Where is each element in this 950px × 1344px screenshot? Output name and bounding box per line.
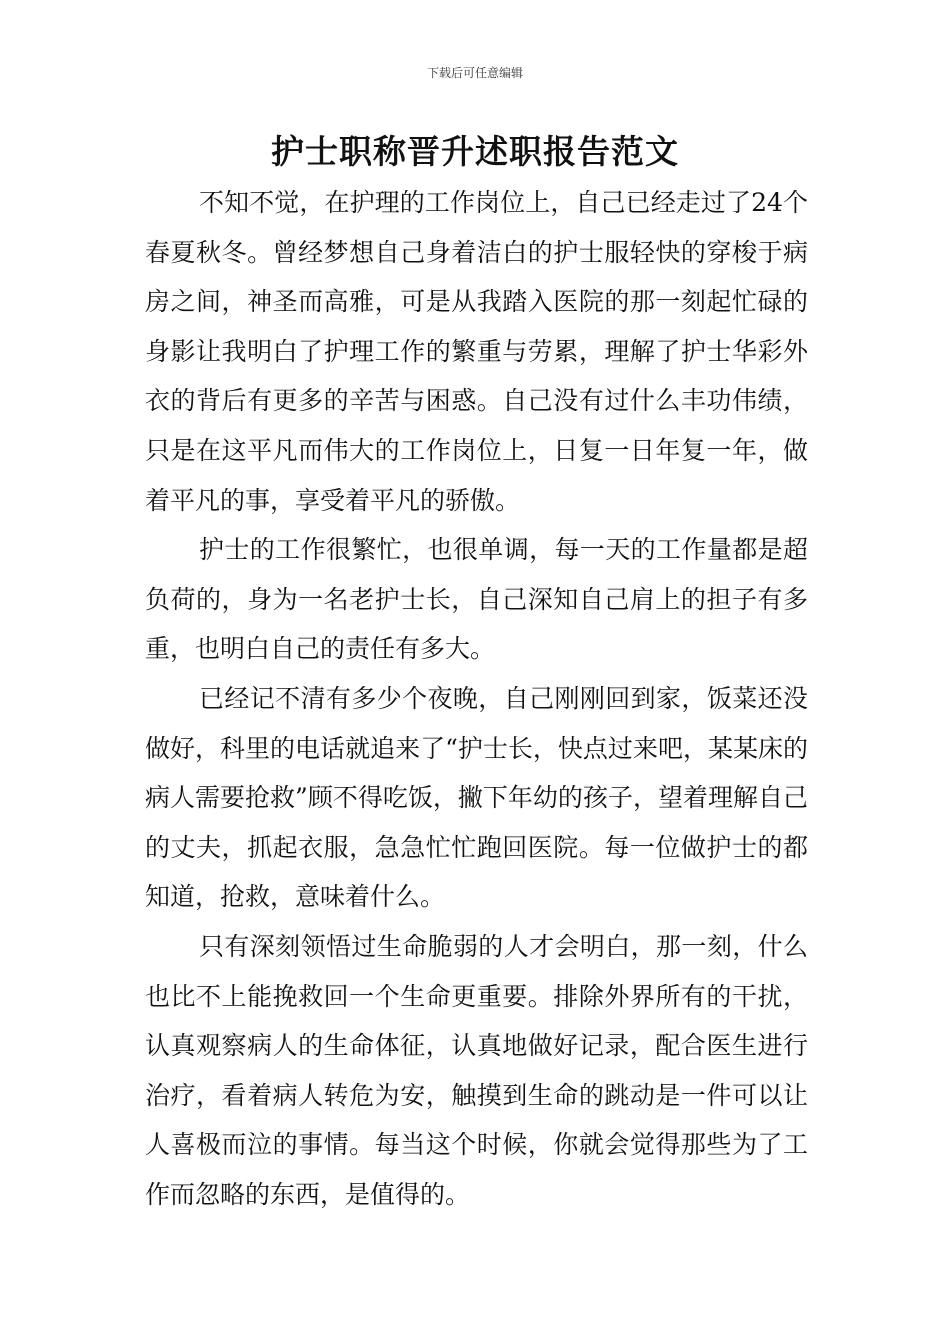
paragraph-1: 不知不觉，在护理的工作岗位上，自己已经走过了24个春夏秋冬。曾经梦想自己身着洁白的护士服轻快的穿梭于病房之间，神圣而高雅，可是从我踏入医院的那一刻起忙碌的身影让我明白了护理工作的繁重与劳累，理解了护士华彩外衣的背后有更多的辛苦与困惑。自己没有过什么丰功伟绩，只是在这平凡而伟大的工作岗位上，日复一日年复一年，做着平凡的事，享受着平凡的骄傲。 xyxy=(145,188,808,515)
document-body xyxy=(145,178,808,1219)
document-title: 护士职称晋升述职报告范文 xyxy=(271,132,679,171)
paragraph-2: 护士的工作很繁忙，也很单调，每一天的工作量都是超负荷的，身为一名老护士长，自己深知自己肩上的担子有多重，也明白自己的责任有多大。 xyxy=(145,535,808,664)
paragraph-3: 已经记不清有多少个夜晚，自己刚刚回到家，饭菜还没做好，科里的电话就追来了“护士长，快点过来吧，某某床的病人需要抢救”顾不得吃饭，撇下年幼的孩子，望着理解自己的丈夫，抓起衣服，急急忙忙跑回医院。每一位做护士的都知道，抢救，意味着什么。 xyxy=(145,683,808,912)
paragraph-4: 只有深刻领悟过生命脆弱的人才会明白，那一刻，什么也比不上能挽救回一个生命更重要。排除外界所有的干扰，认真观察病人的生命体征，认真地做好记录，配合医生进行治疗，看着病人转危为安，触摸到生命的跳动是一件可以让人喜极而泣的事情。每当这个时候，你就会觉得那些为了工作而忽略的东西，是值得的。 xyxy=(145,931,808,1209)
page-header-note: 下载后可任意编辑 xyxy=(426,66,523,80)
